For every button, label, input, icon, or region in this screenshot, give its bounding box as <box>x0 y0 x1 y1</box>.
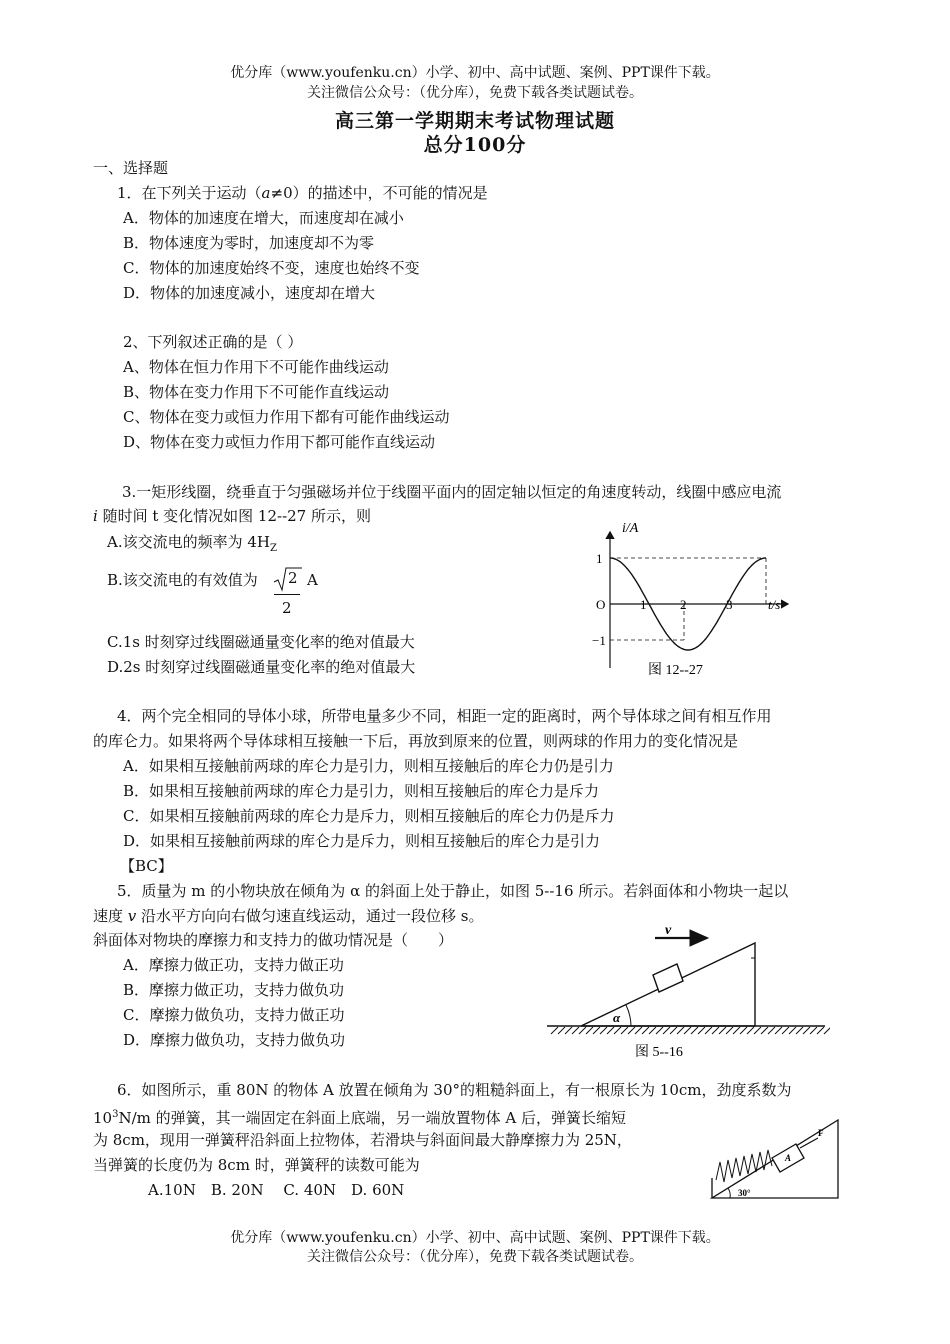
q2-option-a: A、物体在恒力作用下不可能作曲线运动 <box>123 358 389 376</box>
hatch-mark <box>586 1027 593 1034</box>
q4-answer: 【BC】 <box>120 857 173 875</box>
velocity-label: v <box>665 923 672 938</box>
hatch-mark <box>684 1027 691 1034</box>
hatch-mark <box>635 1027 642 1034</box>
x-axis-label: t/s <box>768 597 781 612</box>
q1-option-c: C．物体的加速度始终不变，速度也始终不变 <box>123 259 420 277</box>
q3-option-d: D.2s 时刻穿过线圈磁通量变化率的绝对值最大 <box>107 658 416 676</box>
q4-option-a: A．如果相互接触前两球的库仑力是引力，则相互接触后的库仑力仍是引力 <box>123 757 614 775</box>
block-label: A <box>785 1153 792 1163</box>
y-tick-minus-1: −1 <box>592 633 606 648</box>
q6-stem-line-1: 6．如图所示，重 80N 的物体 A 放置在倾角为 30°的粗糙斜面上，有一根原长为 10cm，劲度系数为 <box>117 1081 792 1099</box>
q3-stem-line-1: 3.一矩形线圈，绕垂直于匀强磁场并位于线圈平面内的固定轴以恒定的角速度转动，线圈中感应电流 <box>122 483 782 501</box>
angle-arc <box>728 1188 730 1198</box>
force-arrow <box>800 1138 818 1148</box>
hatch-mark <box>719 1027 726 1034</box>
q5-stem-line-1: 5．质量为 m 的小物块放在倾角为 α 的斜面上处于静止，如图 5--16 所示。若斜面体和小物块一起以 <box>117 882 789 900</box>
q3-option-b-unit: A <box>307 571 318 589</box>
footer-line-2: 关注微信公众号：（优分库），免费下载各类试题试卷。 <box>307 1249 643 1265</box>
q3-option-b-fraction <box>272 566 304 622</box>
hatch-mark <box>705 1027 712 1034</box>
hatch-mark <box>558 1027 565 1034</box>
hatch-mark <box>740 1027 747 1034</box>
q2-option-b: B、物体在变力作用下不可能作直线运动 <box>123 383 390 401</box>
hatch-mark <box>810 1027 817 1034</box>
hatch-mark <box>761 1027 768 1034</box>
q6-options: A.10N B. 20N C. 40N D. 60N <box>148 1181 405 1199</box>
q4-option-d: D．如果相互接触前两球的库仑力是斥力，则相互接触后的库仑力是引力 <box>123 832 601 850</box>
y-tick-1: 1 <box>596 551 603 566</box>
hatch-mark <box>775 1027 782 1034</box>
q1-stem: 1．在下列关于运动（a≠0）的描述中，不可能的情况是 <box>117 184 488 202</box>
page-title: 高三第一学期期末考试物理试题 <box>334 110 615 132</box>
q5-stem-line-2: 速度 v 沿水平方向向右做匀速直线运动，通过一段位移 s。 <box>93 907 484 925</box>
hatch-mark <box>656 1027 663 1034</box>
q5-stem-line-3: 斜面体对物块的摩擦力和支持力的做功情况是（ ） <box>93 931 454 949</box>
hatch-mark <box>691 1027 698 1034</box>
q4-option-b: B．如果相互接触前两球的库仑力是引力，则相互接触后的库仑力是斥力 <box>123 782 600 800</box>
x-tick-2: 2 <box>680 597 687 612</box>
hatch-mark <box>579 1027 586 1034</box>
q3-option-c: C.1s 时刻穿过线圈磁通量变化率的绝对值最大 <box>107 633 415 651</box>
fraction-bar <box>274 594 300 595</box>
hatch-mark <box>621 1027 628 1034</box>
q6-stem-line-4: 当弹簧的长度仍为 8cm 时，弹簧秤的读数可能为 <box>93 1156 420 1174</box>
hatch-mark <box>824 1027 830 1034</box>
q6-stem-line-2: $10^3N/m$ 的弹簧，其一端固定在斜面上底端，另一端放置物体 A 后，弹簧长缩短 <box>93 1109 627 1127</box>
q1-option-d: D．物体的加速度减小，速度却在增大 <box>123 284 376 302</box>
hatch-mark <box>677 1027 684 1034</box>
q3-current-graph <box>588 518 798 678</box>
hatch-mark <box>782 1027 789 1034</box>
hatch-mark <box>817 1027 824 1034</box>
hatch-mark <box>572 1027 579 1034</box>
section-heading: 一、选择题 <box>93 159 169 177</box>
q5-incline-figure <box>545 918 830 1068</box>
q1-option-b: B．物体速度为零时，加速度却不为零 <box>123 234 375 252</box>
hatch-mark <box>698 1027 705 1034</box>
q3-option-b: B.该交流电的有效值为 <box>107 571 258 589</box>
hatch-mark <box>642 1027 649 1034</box>
q4-stem-line-2: 的库仑力。如果将两个导体球相互接触一下后，再放到原来的位置，则两球的作用力的变化情况是 <box>93 732 739 750</box>
sqrt-radicand: 2 <box>288 569 298 587</box>
ground-hatching <box>551 1027 830 1034</box>
q4-option-c: C．如果相互接触前两球的库仑力是斥力，则相互接触后的库仑力仍是斥力 <box>123 807 615 825</box>
q2-option-d: D、物体在变力或恒力作用下都可能作直线运动 <box>123 433 436 451</box>
hatch-mark <box>593 1027 600 1034</box>
footer-line-1: 优分库（www.youfenku.cn）小学、初中、高中试题、案例、PPT课件下载。 <box>230 1230 720 1246</box>
header-line-1: 优分库（www.youfenku.cn）小学、初中、高中试题、案例、PPT课件下载。 <box>230 65 720 81</box>
q3-stem-line-2: i 随时间 t 变化情况如图 12--27 所示，则 <box>93 507 371 525</box>
hatch-mark <box>600 1027 607 1034</box>
q3-option-a: A.该交流电的频率为 $4H_Z$ <box>107 533 277 554</box>
q5-option-b: B．摩擦力做正功，支持力做负功 <box>123 981 345 999</box>
hatch-mark <box>768 1027 775 1034</box>
q2-stem: 2、下列叙述正确的是（ ） <box>123 333 303 351</box>
q5-option-c: C．摩擦力做负功，支持力做正功 <box>123 1006 345 1024</box>
hatch-mark <box>789 1027 796 1034</box>
x-tick-1: 1 <box>640 597 647 612</box>
q6-spring-figure <box>706 1118 844 1202</box>
q5-option-a: A．摩擦力做正功，支持力做正功 <box>123 956 344 974</box>
x-tick-3: 3 <box>726 597 733 612</box>
hatch-mark <box>607 1027 614 1034</box>
hatch-mark <box>663 1027 670 1034</box>
hatch-mark <box>747 1027 754 1034</box>
header-line-2: 关注微信公众号：（优分库），免费下载各类试题试卷。 <box>307 85 643 101</box>
block <box>653 964 683 992</box>
q4-stem-line-1: 4．两个完全相同的导体小球，所带电量多少不同，相距一定的距离时，两个导体球之间有相互作用 <box>117 707 772 725</box>
page-subtitle: 总分100分 <box>423 134 527 156</box>
force-label: F <box>818 1128 824 1138</box>
figure-caption: 图 5--16 <box>635 1045 683 1060</box>
hatch-mark <box>712 1027 719 1034</box>
figure-caption: 图 12--27 <box>648 663 703 678</box>
angle-arc <box>626 1005 631 1026</box>
hatch-mark <box>649 1027 656 1034</box>
angle-label: 30° <box>738 1188 751 1198</box>
angle-label: α <box>613 1010 621 1025</box>
hatch-mark <box>614 1027 621 1034</box>
hatch-mark <box>565 1027 572 1034</box>
hatch-mark <box>803 1027 810 1034</box>
hatch-mark <box>754 1027 761 1034</box>
hatch-mark <box>733 1027 740 1034</box>
hatch-mark <box>796 1027 803 1034</box>
fraction-denominator: 2 <box>282 599 292 617</box>
hatch-mark <box>551 1027 558 1034</box>
q2-option-c: C、物体在变力或恒力作用下都有可能作曲线运动 <box>123 408 450 426</box>
hatch-mark <box>670 1027 677 1034</box>
hatch-mark <box>726 1027 733 1034</box>
origin-label: O <box>596 597 606 612</box>
y-axis-label: i/A <box>622 521 639 536</box>
hatch-mark <box>628 1027 635 1034</box>
spring <box>716 1150 772 1182</box>
q1-option-a: A．物体的加速度在增大，而速度却在减小 <box>123 209 404 227</box>
q5-option-d: D．摩擦力做负功，支持力做负功 <box>123 1031 346 1049</box>
q6-stem-line-3: 为 8cm，现用一弹簧秤沿斜面上拉物体，若滑块与斜面间最大静摩擦力为 25N， <box>93 1131 632 1149</box>
